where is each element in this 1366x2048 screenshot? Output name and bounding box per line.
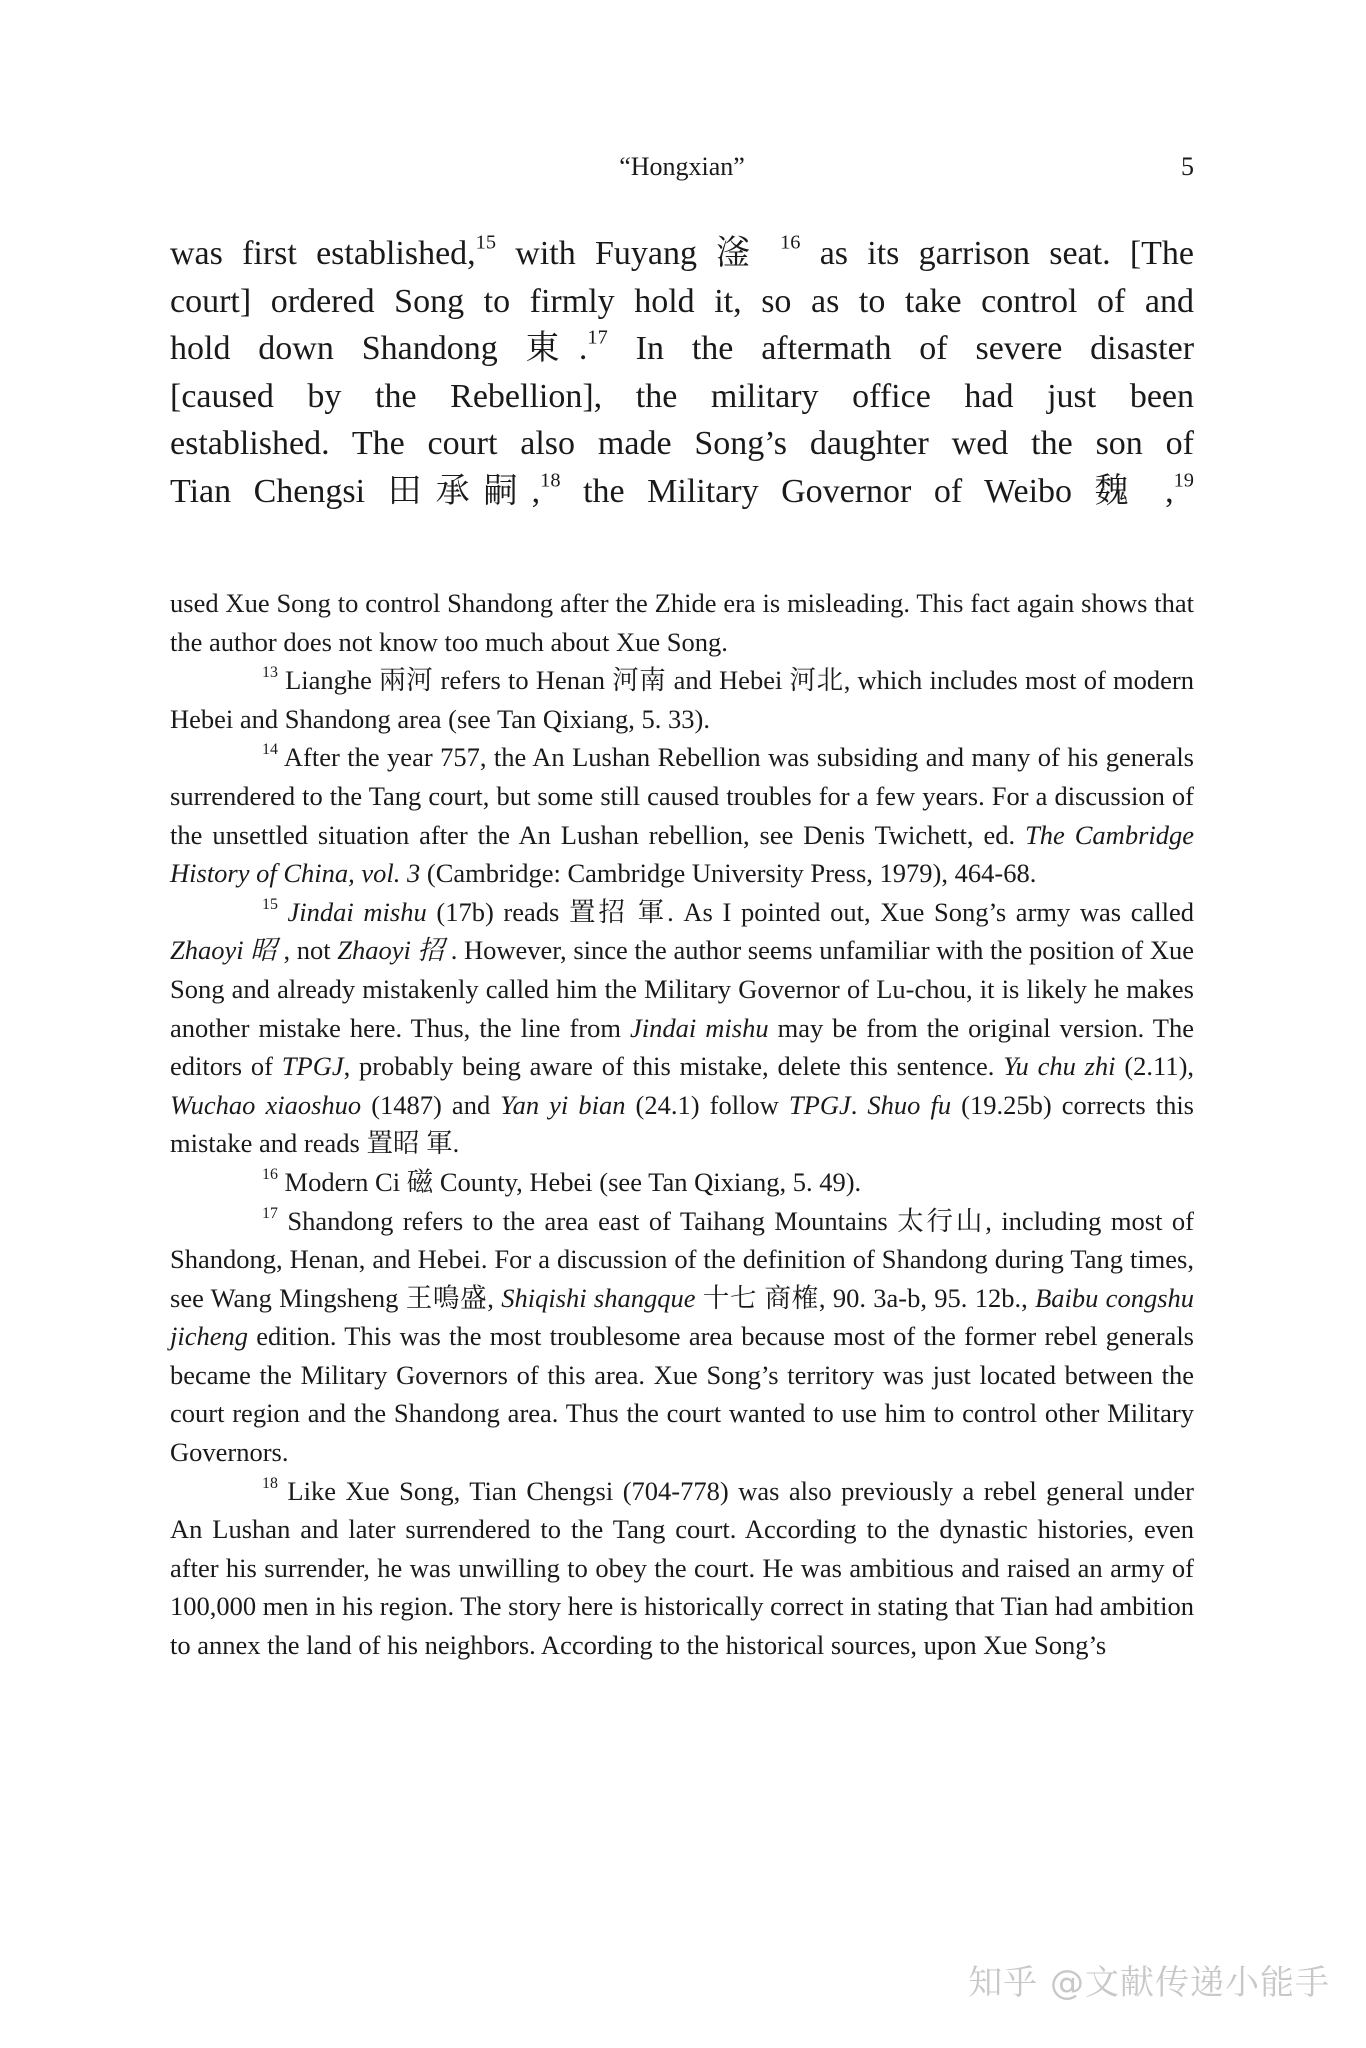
footnote-ref: 14 <box>262 741 278 759</box>
text-run: edition. This was the most troublesome area because most of the former rebel generals became the Military Governors of this area. Xue Song’s territory was just located between the court region and the Shandong area. Thus the court wanted to use him to control other Military Governors. <box>170 1321 1194 1468</box>
italic-title: TPGJ <box>788 1089 851 1120</box>
text-run <box>278 897 288 927</box>
footnotes <box>170 584 1194 1665</box>
text-run: court] ordered Song to firmly hold it, so as to take control of and <box>170 282 1194 320</box>
page-header <box>170 152 1194 188</box>
footnote-ref: 19 <box>1173 469 1194 492</box>
footnote-ref: 17 <box>262 1204 278 1222</box>
text-run: . <box>850 1089 868 1120</box>
text-run: (Cambridge: Cambridge University Press, 1979), 464-68. <box>420 858 1037 889</box>
footnote-ref: 17 <box>587 326 608 349</box>
text-run: (19.25b) corrects this mistake and reads 置昭 軍. <box>170 1089 1194 1159</box>
text-run: , not <box>283 935 338 966</box>
text-run: hold down Shandong 東. <box>170 330 588 368</box>
footnote <box>170 1202 1194 1472</box>
italic-title: Jindai mishu <box>287 896 427 927</box>
text-run: Tian Chengsi 田承嗣, <box>170 472 541 510</box>
footnote <box>170 1163 1194 1202</box>
body-line <box>170 230 1194 278</box>
italic-title: Wuchao xiaoshuo <box>170 1089 362 1120</box>
footnote-ref: 18 <box>262 1474 278 1492</box>
text-run: Like Xue Song, Tian Chengsi (704-778) was also previously a rebel general under An Lushan and later surrendered to the Tang court. According to the dynastic histories, even after his surrender, he was unwilling to obey the court. He was ambitious and raised an army of 100,000 men in his region. The story here is historically correct in stating that Tian had ambition to annex the land of his neighbors. According to the historical sources, upon Xue Song’s <box>170 1475 1195 1661</box>
footnote-ref: 15 <box>475 231 497 254</box>
footnote <box>170 738 1194 892</box>
italic-title: Yan yi bian <box>500 1089 626 1120</box>
text-run: 十七 商榷, 90. 3a-b, 95. 12b., <box>695 1282 1036 1313</box>
footnote <box>170 584 1194 661</box>
italic-title: Shiqishi shangque <box>501 1282 696 1313</box>
footnote-ref: 13 <box>262 664 278 682</box>
text-run: (17b) reads 置招 軍. As I pointed out, Xue Song’s army was called <box>426 896 1195 927</box>
text-run: In the aftermath of severe disaster <box>607 330 1195 368</box>
main-text <box>170 230 1194 516</box>
text-run: established. The court also made Song’s daughter wed the son of <box>170 425 1194 463</box>
italic-title: Zhaoyi 招 <box>337 935 451 966</box>
footnote-ref: 16 <box>262 1165 278 1183</box>
running-title: “Hongxian” <box>619 152 745 181</box>
italic-title: Zhaoyi 昭 <box>170 935 284 966</box>
body-line <box>170 468 1194 516</box>
text-run: with Fuyang 滏 <box>496 235 781 272</box>
text-run: , probably being aware of this mistake, delete this sentence. <box>343 1051 1004 1082</box>
text-run: used Xue Song to control Shandong after the Zhide era is misleading. This fact again shows that the author does not know too much about Xue Song. <box>170 588 1194 657</box>
text-run: may be from the original version. The editors of <box>170 1012 1194 1082</box>
footnote <box>170 661 1194 738</box>
footnote-ref: 16 <box>780 231 801 254</box>
page-number: 5 <box>1181 152 1194 181</box>
text-run: (1487) and <box>361 1089 501 1120</box>
text-run: Modern Ci 磁 County, Hebei (see Tan Qixiang, 5. 49). <box>277 1166 862 1197</box>
text-run: . However, since the author seems unfamiliar with the position of Xue Song and already mistakenly called him the Military Governor of Lu-chou, it is likely he makes another mistake here. Thus, the line from <box>170 935 1194 1043</box>
text-run: Lianghe 兩河 refers to Henan 河南 and Hebei 河北, which includes most of modern Hebei and Shandong area (see Tan Qixiang, 5. 33). <box>170 665 1194 734</box>
text-run: as its garrison seat. [The <box>800 235 1195 272</box>
footnote <box>170 893 1194 1163</box>
footnote <box>170 1472 1194 1665</box>
text-run: [caused by the Rebellion], the military office had just been <box>170 377 1194 415</box>
body-line <box>170 278 1194 326</box>
italic-title: Jindai mishu <box>630 1012 769 1043</box>
italic-title: TPGJ <box>281 1051 344 1082</box>
body-line <box>170 373 1194 421</box>
text-run: (2.11), <box>1115 1051 1195 1082</box>
text-run: the Military Governor of Weibo 魏 , <box>560 472 1174 510</box>
watermark: 知乎 @文献传递小能手 <box>968 1963 1330 2003</box>
text-run: Shandong refers to the area east of Taihang Mountains 太行山, including most of Shandong, Henan, and Hebei. For a discussion of the definition of Shandong during Tang times, see Wang Mingsheng 王鳴盛, <box>170 1205 1194 1313</box>
italic-title: Yu chu zhi <box>1003 1051 1116 1082</box>
text-run: After the year 757, the An Lushan Rebellion was subsiding and many of his generals surrendered to the Tang court, but some still caused troubles for a few years. For a discussion of the unsettled situation after the An Lushan rebellion, see Denis Twichett, ed. <box>170 742 1194 850</box>
italic-title: Baibu congshu jicheng <box>170 1282 1195 1352</box>
footnote-ref: 15 <box>262 895 278 913</box>
italic-title: The Cambridge History of China, vol. 3 <box>170 819 1195 889</box>
body-line <box>170 325 1194 373</box>
text-run: (24.1) follow <box>625 1089 789 1120</box>
body-line <box>170 420 1194 468</box>
footnote-ref: 18 <box>540 469 561 492</box>
text-run: was first established, <box>170 235 476 272</box>
italic-title: Shuo fu <box>867 1089 952 1120</box>
